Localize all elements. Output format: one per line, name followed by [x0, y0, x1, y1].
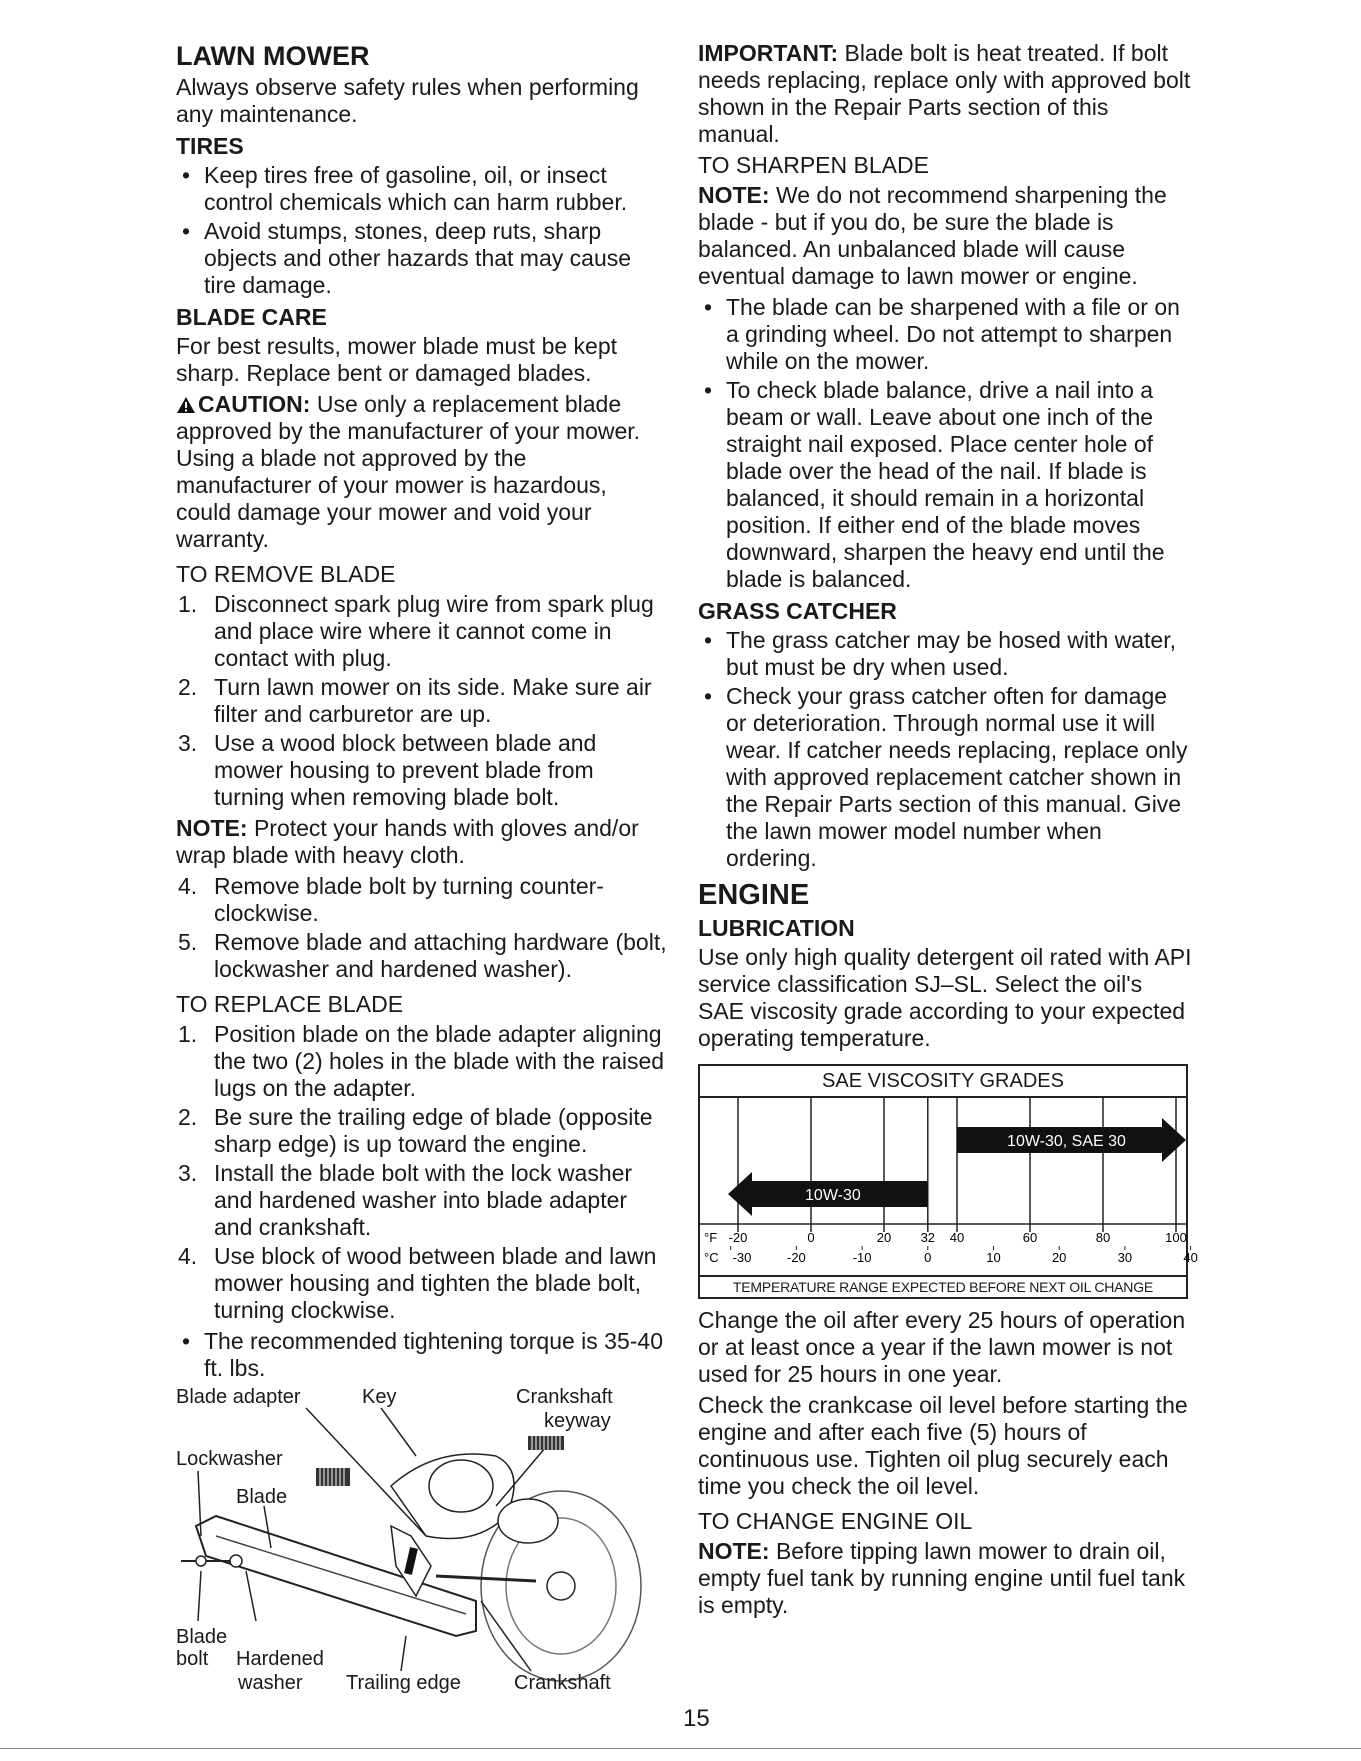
sharpen-list [698, 294, 1192, 593]
tick-label-c: 20 [1051, 1250, 1067, 1265]
lawn-mower-heading: LAWN MOWER [176, 41, 370, 71]
note-label: NOTE: [698, 1538, 770, 1564]
caution-text: Use only a replacement blade approved by the manufacturer of your mower. Using a blade not approved by the manufacturer of your mower is hazardous, could damage your mower and void your warranty. [176, 391, 641, 552]
tick-label-c: 30 [1117, 1250, 1133, 1265]
list-item: • The blade can be sharpened with a file or on a grinding wheel. Do not attempt to sharpen while on the mower. [698, 294, 1192, 375]
lubrication-text: Use only high quality detergent oil rated with API service classification SJ–SL. Select the oil's SAE viscosity grade according to your expected operating temperature. [698, 944, 1192, 1051]
chart-title: SAE VISCOSITY GRADES [700, 1066, 1186, 1098]
remove-steps-b [176, 873, 668, 983]
tick-label-c: -30 [732, 1250, 752, 1265]
label-crankshaft-bottom: Crankshaft [514, 1672, 611, 1694]
replace-blade-heading: TO REPLACE BLADE [176, 991, 404, 1017]
list-item: • Keep tires free of gasoline, oil, or insect control chemicals which can harm rubber. [176, 162, 668, 216]
warning-triangle-icon [176, 393, 196, 411]
tick-label-f: 100 [1165, 1230, 1187, 1245]
list-item: 1. Position blade on the blade adapter aligning the two (2) holes in the blade with the raised lugs on the adapter. [178, 1021, 665, 1101]
note-text: We do not recommend sharpening the blade - but if you do, be sure the blade is balanced. An unbalanced blade will cause eventual damage to lawn mower or engine. [698, 182, 1167, 289]
label-trailing-edge: Trailing edge [346, 1672, 461, 1694]
list-item: 1. Disconnect spark plug wire from spark plug and place wire where it cannot come in contact with plug. [178, 591, 654, 671]
sharpen-note [698, 182, 1192, 290]
list-item: • The grass catcher may be hosed with water, but must be dry when used. [698, 627, 1192, 681]
blade-care-heading: BLADE CARE [176, 304, 327, 330]
remove-blade-heading: TO REMOVE BLADE [176, 561, 396, 587]
label-crankshaft: Crankshaft [516, 1386, 613, 1408]
sharpen-heading: TO SHARPEN BLADE [698, 152, 929, 178]
blade-care-text: For best results, mower blade must be kept sharp. Replace bent or damaged blades. [176, 333, 618, 386]
grass-catcher-list [698, 627, 1192, 872]
label-blade-adapter: Blade adapter [176, 1386, 301, 1408]
label-lockwasher: Lockwasher [176, 1448, 283, 1470]
label-hardened-2: washer [238, 1672, 303, 1694]
tick-label-c: 10 [986, 1250, 1001, 1265]
list-item: • To check blade balance, drive a nail into a beam or wall. Leave about one inch of the straight nail exposed. Place center hole of blade over the head of the nail. If blade is balanced, it should remain in a horizontal position. If either end of the blade moves downward, sharpen the heavy end until the blade is balanced. [698, 377, 1192, 593]
change-oil-note [698, 1538, 1192, 1619]
bottom-rule [0, 1748, 1361, 1749]
label-blade-bolt-1: Blade [176, 1626, 228, 1648]
caution-paragraph [176, 391, 668, 553]
important-label: IMPORTANT: [698, 40, 839, 66]
tick-label-c: 40 [1183, 1250, 1198, 1265]
caution-label: CAUTION: [198, 391, 311, 417]
sae-viscosity-chart [698, 1064, 1198, 1299]
note-text: Before tipping lawn mower to drain oil, empty fuel tank by running engine until fuel tank is empty. [698, 1538, 1186, 1618]
change-oil-heading: TO CHANGE ENGINE OIL [698, 1508, 973, 1534]
axis-unit-f: °F [704, 1230, 718, 1245]
list-item: 3. Use a wood block between blade and mower housing to prevent blade from turning when removing blade bolt. [178, 730, 597, 810]
tires-heading: TIRES [176, 133, 244, 159]
tick-label-f: -20 [728, 1230, 748, 1245]
viscosity-bar-label: 10W-30 [805, 1187, 861, 1204]
check-oil-text: Check the crankcase oil level before starting the engine and after each five (5) hours of continuous use. Tighten oil plug securely each time you check the oil level. [698, 1392, 1188, 1499]
page-number: 15 [683, 1705, 710, 1732]
label-key: Key [362, 1386, 397, 1408]
tick-label-f: 32 [920, 1230, 936, 1245]
remove-steps-a [176, 591, 668, 811]
axis-unit-c: °C [704, 1250, 719, 1265]
list-item: • The recommended tightening torque is 35-40 ft. lbs. [176, 1328, 668, 1382]
tick-label-f: 20 [876, 1230, 892, 1245]
tick-label-c: -20 [787, 1250, 806, 1265]
right-column [698, 40, 1198, 1623]
list-item: 2. Turn lawn mower on its side. Make sure air filter and carburetor are up. [178, 674, 652, 727]
tick-label-f: 80 [1095, 1230, 1111, 1245]
label-blade: Blade [236, 1486, 288, 1508]
tick-label-f: 0 [807, 1230, 815, 1245]
important-paragraph [698, 40, 1192, 148]
tick-label-c: -10 [852, 1250, 872, 1265]
note-text: Protect your hands with gloves and/or wrap blade with heavy cloth. [176, 815, 639, 868]
left-column [176, 40, 668, 1706]
list-item: 4. Remove blade bolt by turning counter-clockwise. [178, 873, 604, 926]
tick-label-f: 40 [949, 1230, 965, 1245]
blade-assembly-figure [176, 1386, 668, 1706]
torque-list [176, 1328, 668, 1382]
tick-label-f: 60 [1022, 1230, 1038, 1245]
lubrication-heading: LUBRICATION [698, 915, 855, 941]
remove-note [176, 815, 668, 869]
list-item: • Check your grass catcher often for damage or deterioration. Through normal use it will wear. If catcher needs replacing, replace only with approved replacement catcher shown in the Repair Parts section of this manual. Give the lawn mower model number when ordering. [698, 683, 1192, 872]
viscosity-bar-label: 10W-30, SAE 30 [1007, 1133, 1126, 1150]
chart-caption: TEMPERATURE RANGE EXPECTED BEFORE NEXT OIL CHANGE [700, 1275, 1186, 1297]
list-item: 3. Install the blade bolt with the lock washer and hardened washer into blade adapter and crankshaft. [178, 1160, 633, 1240]
replace-steps [176, 1021, 668, 1324]
list-item: 5. Remove blade and attaching hardware (bolt, lockwasher and hardened washer). [178, 929, 667, 982]
change-oil-text: Change the oil after every 25 hours of operation or at least once a year if the lawn mower is not used for 25 hours in one year. [698, 1307, 1186, 1387]
chart-plot [700, 1098, 1198, 1270]
note-label: NOTE: [698, 182, 770, 208]
list-item: • Avoid stumps, stones, deep ruts, sharp objects and other hazards that may cause tire damage. [176, 218, 668, 299]
important-text: Blade bolt is heat treated. If bolt needs replacing, replace only with approved bolt shown in the Repair Parts section of this manual. [698, 40, 1191, 147]
tires-list [176, 162, 668, 299]
tick-label-c: 0 [924, 1250, 932, 1265]
label-keyway: keyway [544, 1410, 611, 1432]
grass-catcher-heading: GRASS CATCHER [698, 598, 897, 624]
engine-heading: ENGINE [698, 879, 810, 911]
lawn-mower-intro: Always observe safety rules when performing any maintenance. [176, 74, 639, 127]
note-label: NOTE: [176, 815, 248, 841]
list-item: 2. Be sure the trailing edge of blade (opposite sharp edge) is up toward the engine. [178, 1104, 653, 1157]
list-item: 4. Use block of wood between blade and lawn mower housing and tighten the blade bolt, turning clockwise. [178, 1243, 657, 1323]
label-hardened-1: Hardened [236, 1648, 324, 1670]
label-blade-bolt-2: bolt [176, 1648, 209, 1670]
